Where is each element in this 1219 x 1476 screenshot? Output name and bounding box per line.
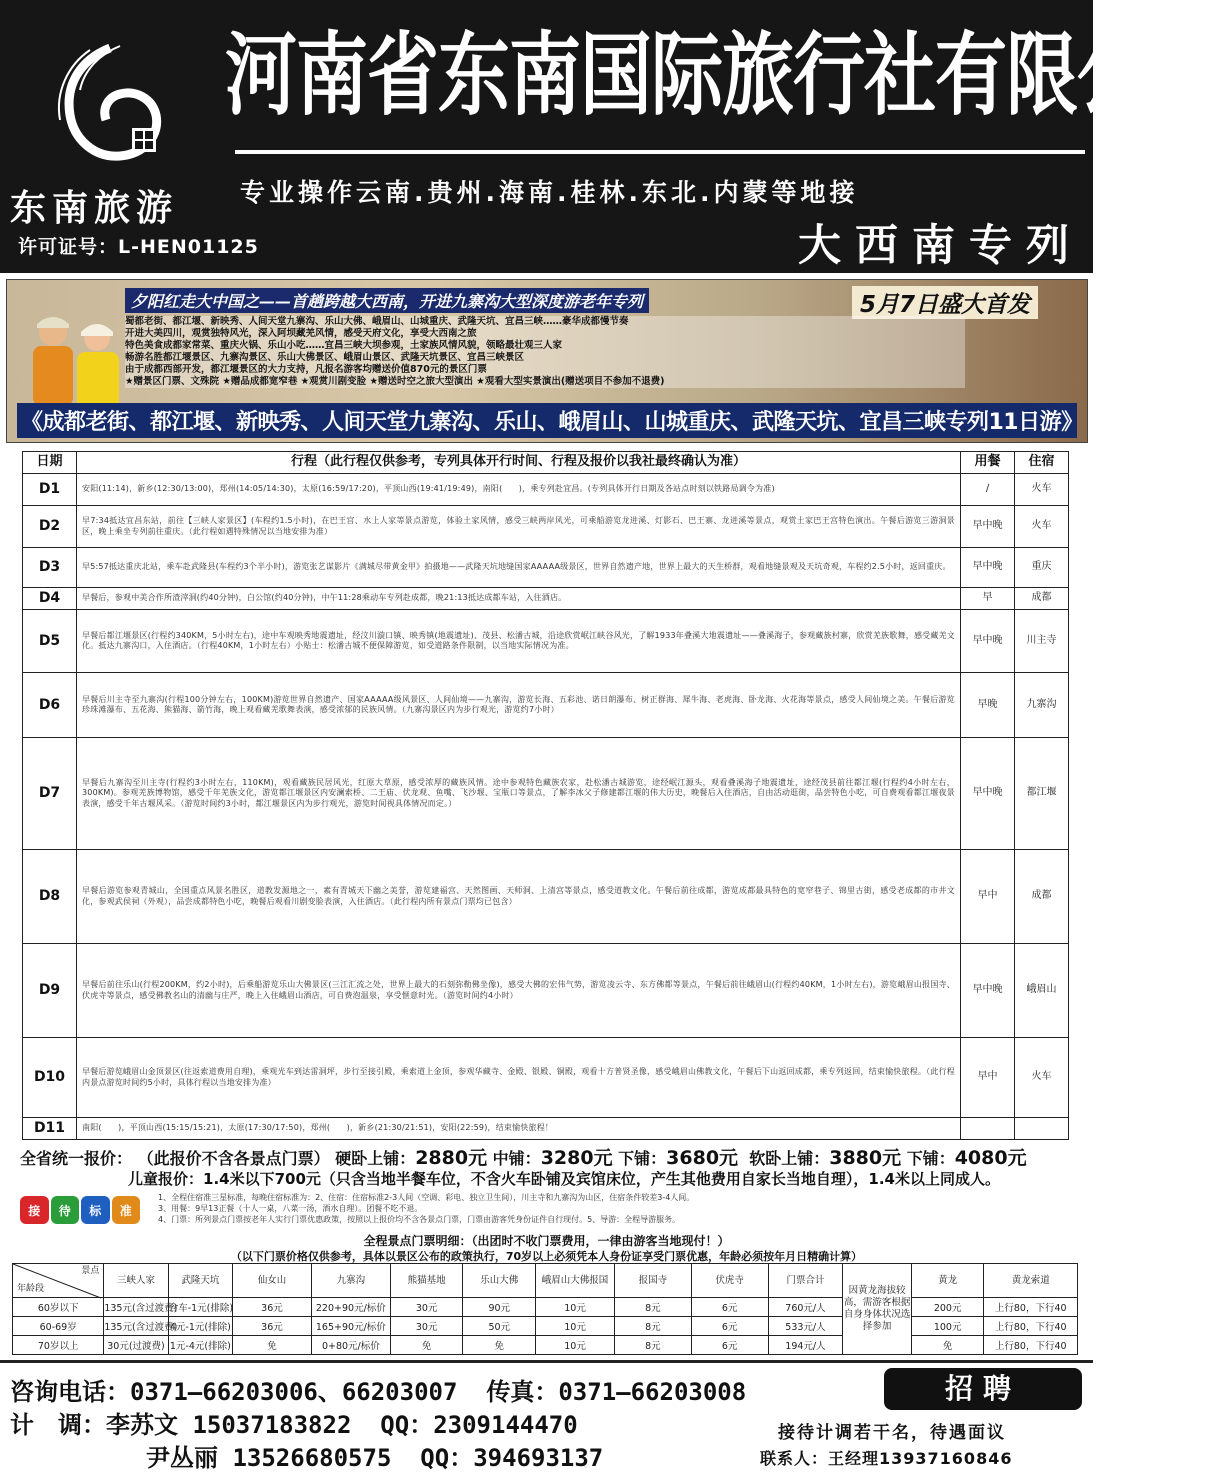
hard-mid-label: 中铺： bbox=[492, 1149, 541, 1168]
standard-note: 4、门票：所列景点门票按老年人实行门票优惠政策，按照以上报价均不含各景点门票，门票由游客凭身份证件自行现付。5、导游：全程导游服务。 bbox=[158, 1215, 681, 1224]
company-logo bbox=[40, 40, 180, 170]
ticket-cell: 1元-4元(排除) bbox=[168, 1336, 232, 1355]
ticket-cell: 36元 bbox=[233, 1298, 312, 1317]
table-row bbox=[23, 588, 1069, 610]
banner-headline: 夕阳红走大中国之——首趟跨越大西南，开进九寨沟大型深度游老年专列 bbox=[125, 288, 649, 313]
hard-upper-price: 2880元 bbox=[415, 1147, 488, 1169]
phone-label: 咨询电话： bbox=[10, 1378, 130, 1406]
soft-upper-price: 3880元 bbox=[829, 1147, 902, 1169]
ticket-header-row bbox=[13, 1264, 1078, 1298]
table-row bbox=[23, 1038, 1069, 1118]
col-header-desc: 行程（此行程仅供参考，专列具体开行时间、行程及报价以我社最终确认为准） bbox=[77, 452, 961, 474]
ticket-cell: 免 bbox=[911, 1336, 984, 1355]
recruitment-contact: 联系人：王经理13937160846 bbox=[760, 1449, 1013, 1468]
ticket-cell: 0+80元/标价 bbox=[311, 1336, 390, 1355]
desc-cell: 安阳(11:14)，新乡(12:30/13:00)，郑州(14:05/14:30)，太原(16:59/17:20)，平顶山西(19:41/19:49)，南阳( )，乘专列赴宜昌。(专列具体开行日期及各站点时刻以铁路局调令为准) bbox=[77, 474, 961, 506]
stay-cell: 成都 bbox=[1015, 588, 1069, 610]
ticket-cell: 6元 bbox=[691, 1298, 768, 1317]
day-cell: D1 bbox=[23, 474, 77, 506]
ticket-cell: 免 bbox=[463, 1336, 536, 1355]
meal-cell: 早中 bbox=[961, 850, 1015, 944]
ticket-cell: 200元 bbox=[911, 1298, 984, 1317]
desc-cell: 早餐后，参观中美合作所渣滓洞(约40分钟)，白公馆(约40分钟)，中午11:28乘动车专列赴成都，晚21:13抵达成都车站，入住酒店。 bbox=[77, 588, 961, 610]
desc-cell: 早餐后九寨沟至川主寺(行程约3小时左右，110KM)，观看藏族民居风光，红原大草原，感受浓厚的藏族风情。途中参观特色藏族农家，赴松潘古城游览，途经岷江源头，观看叠溪海子地震遗址，途经茂县前往都江堰(行程约4小时左右，300KM)。参观羌族博物馆，感受千年羌族文化，游览都江堰景区内安澜索桥、二王庙、伏龙观、鱼嘴、飞沙堰、宝瓶口等景点，了解李冰父子修建都江堰的伟大历史，晚餐后入住酒店，自由活动逛街，品尝特色小吃，可自费观看都江堰夜景表演，感受千年古堰风采。（游览时间约3小时，都江堰景区内为步行观光，游览时间视具体情况而定。） bbox=[77, 738, 961, 850]
desc-cell: 早餐后前往乐山(行程200KM，约2小时)，后乘船游览乐山大佛景区(三江汇流之处，世界上最大的石刻弥勒佛坐像)，感受大佛的宏伟气势，游览凌云寺、东方佛都等景点，午餐后前往峨眉山(行程约40KM，1小时左右)，游览峨眉山报国寺、伏虎寺等景点，感受佛教名山的清幽与庄严，晚上入住峨眉山酒店，可自费泡温泉，享受惬意时光。（游览时间约4小时） bbox=[77, 944, 961, 1038]
banner-line: 畅游名胜都江堰景区、九寨沟景区、乐山大佛景区、峨眉山景区、武隆天坑景区、宜昌三峡景区 bbox=[125, 352, 965, 364]
ticket-cell: 100元 bbox=[911, 1317, 984, 1336]
table-row bbox=[23, 1118, 1069, 1140]
meal-cell bbox=[961, 1118, 1015, 1140]
meal-cell: 早中晚 bbox=[961, 506, 1015, 548]
header-slogan: 专业操作云南.贵州.海南.桂林.东北.内蒙等地接 bbox=[240, 178, 859, 207]
desc-cell: 早餐后川主寺至九寨沟(行程100分钟左右，100KM)游览世界自然遗产、国家AAAAA级风景区、人间仙境——九寨沟，游览长海、五彩池、诺日朗瀑布、树正群海、犀牛海、老虎海、卧龙海、火花海等景点，感受人间仙境之美。午餐后游览珍珠滩瀑布、五花海、熊猫海、箭竹海，晚上观看藏羌歌舞表演，感受浓郁的民族风情。（九寨沟景区内为步行观光，游览约7小时） bbox=[77, 673, 961, 738]
ticket-col: 熊猫基地 bbox=[390, 1264, 463, 1298]
col-header-meal: 用餐 bbox=[961, 452, 1015, 474]
child-price: 儿童报价：1.4米以下700元（只含当地半餐车位，不含火车卧铺及宾馆床位，产生其他费用自家长当地自理），1.4米以上同成人。 bbox=[128, 1170, 1000, 1188]
planner-line-2 bbox=[146, 1438, 603, 1473]
table-row bbox=[23, 944, 1069, 1038]
day-cell: D6 bbox=[23, 673, 77, 738]
age-cell: 60-69岁 bbox=[13, 1317, 104, 1336]
meal-cell: 早中晚 bbox=[961, 738, 1015, 850]
soft-upper-label: 软卧上铺： bbox=[749, 1149, 830, 1168]
planner-line-1 bbox=[10, 1405, 578, 1440]
ticket-col: 报国寺 bbox=[614, 1264, 691, 1298]
promo-banner bbox=[6, 279, 1088, 443]
desc-cell: 早5:57抵达重庆北站，乘车赴武隆县(车程约3个半小时)，游览张艺谋影片《满城尽带黄金甲》拍摄地——武隆天坑地缝国家AAAAA级景区，世界自然遗产地，世界上最大的天生桥群，观看地缝景观及天坑奇观，车程约2.5小时，返回重庆。 bbox=[77, 548, 961, 588]
ticket-cell: 上行80，下行40 bbox=[984, 1336, 1078, 1355]
ticket-cell: 6元 bbox=[691, 1317, 768, 1336]
meal-cell: 早中晚 bbox=[961, 944, 1015, 1038]
desc-cell: 南阳( )，平顶山西(15:15/15:21)，太原(17:30/17:50)，郑州( )，新乡(21:30/21:51)，安阳(22:59)，结束愉快旅程！ bbox=[77, 1118, 961, 1140]
badge-char: 待 bbox=[51, 1196, 80, 1224]
ticket-cell: 165+90元/标价 bbox=[311, 1317, 390, 1336]
banner-line: 由于成都西部开发，都江堰景区的大力支持，凡报名游客均赠送价值870元的景区门票 bbox=[125, 364, 965, 376]
day-cell: D3 bbox=[23, 548, 77, 588]
ticket-cell: 760元/人 bbox=[768, 1298, 843, 1317]
itinerary-table bbox=[22, 451, 1069, 1140]
ticket-col: 三峡人家 bbox=[104, 1264, 168, 1298]
stay-cell: 川主寺 bbox=[1015, 610, 1069, 673]
ticket-cell: 6元 bbox=[691, 1336, 768, 1355]
table-row bbox=[13, 1317, 1078, 1336]
ticket-col: 武隆天坑 bbox=[168, 1264, 232, 1298]
stay-cell: 火车 bbox=[1015, 506, 1069, 548]
ticket-cell: 194元/人 bbox=[768, 1336, 843, 1355]
meal-cell: 早 bbox=[961, 588, 1015, 610]
ticket-cell: 220+90元/标价 bbox=[311, 1298, 390, 1317]
ticket-cell: 4元-1元(排除) bbox=[168, 1317, 232, 1336]
ticket-cell: 30元 bbox=[390, 1298, 463, 1317]
meal-cell: / bbox=[961, 474, 1015, 506]
table-row bbox=[23, 610, 1069, 673]
banner-line: ★赠景区门票、文殊院 ★赠品成都宽窄巷 ★观赏川剧变脸 ★赠送时空之旅大型演出 ★观看大型实景演出(赠送项目不参加不退费) bbox=[125, 376, 965, 388]
ticket-title: 全程景点门票明细：（出团时不收门票费用，一律由游客当地现付！） bbox=[363, 1234, 730, 1248]
badge-char: 准 bbox=[112, 1196, 141, 1224]
table-row bbox=[23, 506, 1069, 548]
ticket-cell: 10元 bbox=[536, 1317, 615, 1336]
ticket-cell: 含车-1元(排除) bbox=[168, 1298, 232, 1317]
ticket-cell: 533元/人 bbox=[768, 1317, 843, 1336]
standard-note: 1、全程住宿准三星标准，每晚住宿标准为：2、住宿：住宿标准2-3人间（空调、彩电、独立卫生间），川主寺和九寨沟为山区，住宿条件较差3-4人间。 bbox=[158, 1193, 695, 1202]
banner-line: 蜀都老街、都江堰、新映秀、人间天堂九寨沟、乐山大佛、峨眉山、山城重庆、武隆天坑、宜昌三峡……豪华成都慢节奏 bbox=[125, 316, 965, 328]
stay-cell: 重庆 bbox=[1015, 548, 1069, 588]
ticket-col: 仙女山 bbox=[233, 1264, 312, 1298]
col-header-day: 日期 bbox=[23, 452, 77, 474]
tour-route-title: 《成都老街、都江堰、新映秀、人间天堂九寨沟、乐山、峨眉山、山城重庆、武隆天坑、宜昌三峡专列11日游》 bbox=[17, 403, 1077, 438]
meal-cell: 早中晚 bbox=[961, 548, 1015, 588]
ticket-col: 黄龙 bbox=[911, 1264, 984, 1298]
table-row bbox=[13, 1298, 1078, 1317]
desc-cell: 早餐后游览参观青城山，全国重点风景名胜区，道教发源地之一，素有青城天下幽之美誉，游览建福宫、天然图画、天师洞、上清宫等景点，感受道教文化。午餐后前往成都，游览成都最具特色的宽窄巷子、锦里古街，感受老成都的市井文化，参观武侯祠（外观），品尝成都特色小吃，晚餐后观看川剧变脸表演，入住酒店。（此行程内所有景点门票均已包含） bbox=[77, 850, 961, 944]
meal-cell: 早中晚 bbox=[961, 610, 1015, 673]
meal-cell: 早中 bbox=[961, 1038, 1015, 1118]
table-row bbox=[23, 474, 1069, 506]
soft-lower-price: 4080元 bbox=[954, 1147, 1027, 1169]
ticket-cell: 30元 bbox=[390, 1317, 463, 1336]
ticket-cell: 免 bbox=[233, 1336, 312, 1355]
price-note: （此报价不含各景点门票） bbox=[137, 1149, 330, 1168]
desc-cell: 早餐后都江堰景区(行程约340KM，5小时左右)，途中车观映秀地震遗址，经汶川漩口镇、映秀镇(地震遗址)、茂县、松潘古城，沿途欣赏岷江峡谷风光，了解1933年叠溪大地震遗址——叠溪海子，参观藏族村寨，欣赏羌族歌舞，感受藏羌文化。抵达九寨沟口，入住酒店。（行程40KM，1小时左右）小贴士：松潘古城不便保障游览，如受道路条件限制，以当地实际情况为准。 bbox=[77, 610, 961, 673]
ticket-cell: 上行80，下行40 bbox=[984, 1317, 1078, 1336]
age-cell: 60岁以下 bbox=[13, 1298, 104, 1317]
table-row bbox=[23, 850, 1069, 944]
corner-top: 景点 bbox=[81, 1266, 100, 1276]
ticket-cell: 免 bbox=[390, 1336, 463, 1355]
standard-note: 3、用餐：9早13正餐（十人一桌，八菜一汤，酒水自理）。团餐不吃不退。 bbox=[158, 1204, 423, 1213]
service-standard-notes bbox=[158, 1192, 1068, 1225]
ticket-cell: 50元 bbox=[463, 1317, 536, 1336]
itinerary-header-row bbox=[23, 452, 1069, 474]
header bbox=[0, 0, 1219, 273]
ticket-col: 伏虎寺 bbox=[691, 1264, 768, 1298]
stay-cell: 成都 bbox=[1015, 850, 1069, 944]
stay-cell bbox=[1015, 1118, 1069, 1140]
stay-cell: 都江堰 bbox=[1015, 738, 1069, 850]
ticket-corner bbox=[13, 1264, 104, 1298]
table-row bbox=[23, 673, 1069, 738]
phone-line bbox=[10, 1372, 746, 1407]
day-cell: D9 bbox=[23, 944, 77, 1038]
ticket-cell: 8元 bbox=[614, 1317, 691, 1336]
service-standard-badge bbox=[20, 1196, 140, 1224]
stay-cell: 火车 bbox=[1015, 1038, 1069, 1118]
planner-qq: QQ：2309144470 bbox=[380, 1411, 578, 1439]
ticket-cell: 8元 bbox=[614, 1298, 691, 1317]
ticket-subtitle: （以下门票价格仅供参考，具体以景区公布的政策执行，70岁以上必须凭本人身份证享受门票优惠，年龄必须按年月日精确计算） bbox=[230, 1250, 863, 1263]
brand-name: 东南旅游 bbox=[10, 187, 179, 229]
desc-cell: 早餐后游览峨眉山金顶景区(往返索道费用自理)，乘观光车到达雷洞坪，步行至接引殿，乘索道上金顶，参观华藏寺、金殿、银殿、铜殿，观看十方普贤圣像，感受峨眉山佛教文化，午餐后下山返回成都，乘专列返回，结束愉快旅程。（此行程内景点游览时间约5小时，具体行程以当地安排为准） bbox=[77, 1038, 961, 1118]
recruitment-badge: 招聘 bbox=[884, 1368, 1082, 1410]
footer-divider bbox=[0, 1360, 1093, 1363]
banner-line: 开进大美四川，观赏独特风光，深入阿坝藏羌风情，感受天府文化，享受大西南之旅 bbox=[125, 328, 965, 340]
ticket-cell: 36元 bbox=[233, 1317, 312, 1336]
elderly-couple-photo bbox=[15, 302, 135, 414]
ticket-cell: 135元(含过渡费) bbox=[104, 1298, 168, 1317]
phone-number: 0371—66203006、66203007 bbox=[130, 1378, 458, 1406]
desc-cell: 早7:34抵达宜昌东站，前往【三峡人家景区】(车程约1.5小时)，在巴王宫、水上人家等景点游览，体验土家风情，感受三峡两岸风光，可乘船游览龙进溪、灯影石、巴王寨、龙进溪等景点，观赏土家巴王宫特色演出。午餐后游览三游洞景区，晚上乘坐专列前往重庆。（此行程如遇特殊情况以当地安排为准） bbox=[77, 506, 961, 548]
ticket-cell: 10元 bbox=[536, 1298, 615, 1317]
table-row bbox=[23, 738, 1069, 850]
ticket-cell: 90元 bbox=[463, 1298, 536, 1317]
hard-lower-price: 3680元 bbox=[666, 1147, 739, 1169]
stay-cell: 火车 bbox=[1015, 474, 1069, 506]
stay-cell: 九寨沟 bbox=[1015, 673, 1069, 738]
price-label: 全省统一报价： bbox=[20, 1149, 133, 1168]
fax-label: 传真： bbox=[486, 1378, 559, 1406]
banner-line: 特色美食成都家常菜、重庆火锅、乐山小吃……宜昌三峡大坝参观，土家族风情风貌，领略最壮观三人家 bbox=[125, 340, 965, 352]
header-divider bbox=[235, 150, 1085, 154]
age-cell: 70岁以上 bbox=[13, 1336, 104, 1355]
stay-cell: 峨眉山 bbox=[1015, 944, 1069, 1038]
ticket-col: 黄龙索道 bbox=[984, 1264, 1078, 1298]
banner-highlights bbox=[125, 316, 965, 388]
badge-char: 接 bbox=[20, 1196, 49, 1224]
ticket-col: 门票合计 bbox=[768, 1264, 843, 1298]
meal-cell: 早晚 bbox=[961, 673, 1015, 738]
planner-contact: 尹丛丽 13526680575 bbox=[146, 1444, 392, 1472]
ticket-table bbox=[12, 1263, 1078, 1355]
ticket-cell: 135元(含过渡费) bbox=[104, 1317, 168, 1336]
hard-mid-price: 3280元 bbox=[540, 1147, 613, 1169]
corner-bottom: 年龄段 bbox=[17, 1284, 45, 1294]
departure-date: 5月7日盛大首发 bbox=[852, 286, 1038, 319]
day-cell: D5 bbox=[23, 610, 77, 673]
fax-number: 0371—66203008 bbox=[558, 1378, 747, 1406]
table-row bbox=[13, 1336, 1078, 1355]
col-header-stay: 住宿 bbox=[1015, 452, 1069, 474]
ticket-col: 九寨沟 bbox=[311, 1264, 390, 1298]
day-cell: D2 bbox=[23, 506, 77, 548]
special-train-title: 大西南专列 bbox=[798, 221, 1083, 271]
day-cell: D7 bbox=[23, 738, 77, 850]
company-name: 河南省东南国际旅行社有限公司 bbox=[225, 22, 1219, 128]
day-cell: D11 bbox=[23, 1118, 77, 1140]
planner-contact: 李苏文 15037183822 bbox=[106, 1411, 352, 1439]
ticket-col: 乐山大佛 bbox=[463, 1264, 536, 1298]
recruitment-description: 接待计调若干名，待遇面议 bbox=[778, 1423, 1006, 1443]
hard-upper-label: 硬卧上铺： bbox=[335, 1149, 416, 1168]
ticket-cell: 30元(过渡费) bbox=[104, 1336, 168, 1355]
huanglong-note: 因黄龙海拔较高，需游客根据自身身体状况选择参加 bbox=[843, 1264, 912, 1355]
license-number: 许可证号：L-HEN01125 bbox=[18, 236, 259, 258]
badge-char: 标 bbox=[81, 1196, 110, 1224]
ticket-cell: 10元 bbox=[536, 1336, 615, 1355]
day-cell: D10 bbox=[23, 1038, 77, 1118]
day-cell: D8 bbox=[23, 850, 77, 944]
price-line bbox=[20, 1143, 1027, 1170]
planner-qq: QQ：394693137 bbox=[420, 1444, 604, 1472]
ticket-cell: 上行80，下行40 bbox=[984, 1298, 1078, 1317]
planner-label: 计 调： bbox=[10, 1411, 106, 1439]
hard-lower-label: 下铺： bbox=[618, 1149, 667, 1168]
soft-lower-label: 下铺： bbox=[906, 1149, 955, 1168]
day-cell: D4 bbox=[23, 588, 77, 610]
ticket-cell: 8元 bbox=[614, 1336, 691, 1355]
table-row bbox=[23, 548, 1069, 588]
ticket-col: 峨眉山大佛报国 bbox=[536, 1264, 615, 1298]
